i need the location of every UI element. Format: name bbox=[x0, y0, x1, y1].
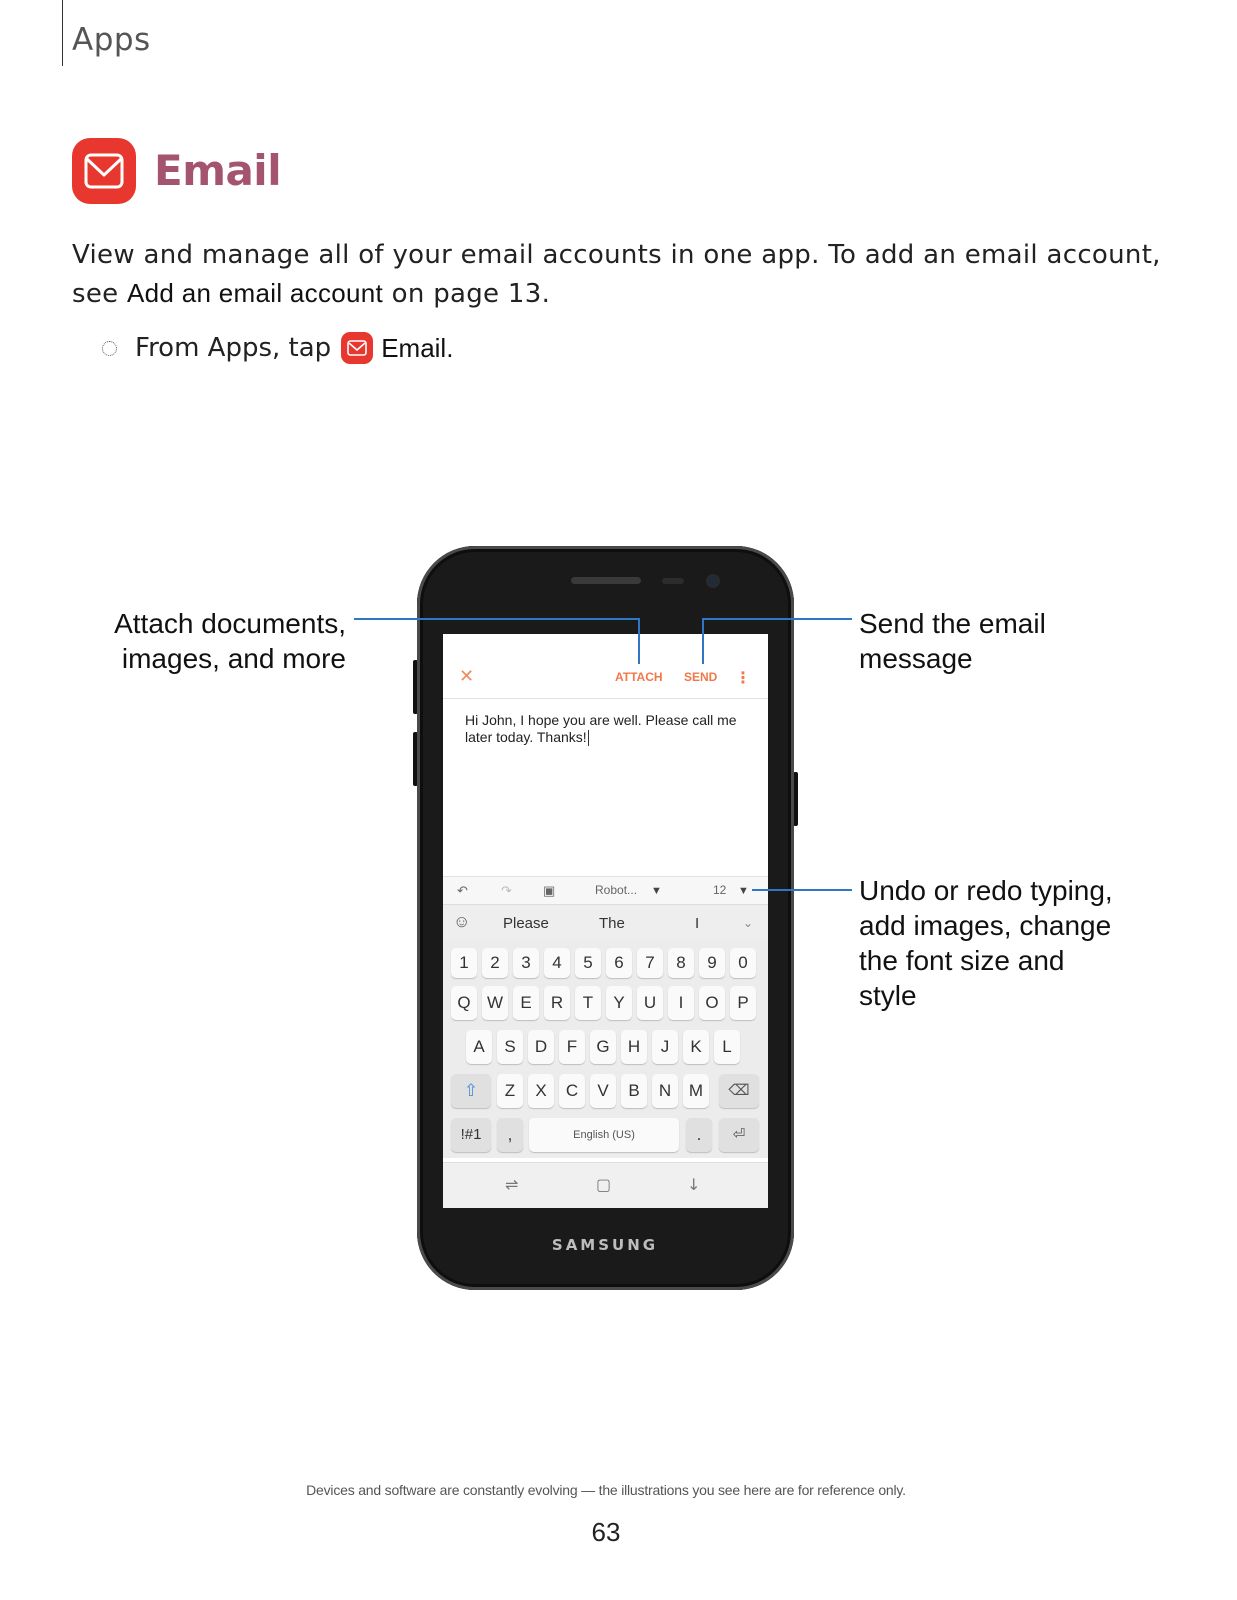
add-image-icon[interactable]: ▣ bbox=[543, 883, 556, 898]
space-key[interactable]: English (US) bbox=[529, 1118, 679, 1152]
callout-line-attach bbox=[354, 618, 639, 620]
key-7[interactable]: 7 bbox=[637, 948, 663, 978]
key-5[interactable]: 5 bbox=[575, 948, 601, 978]
key-l[interactable]: L bbox=[714, 1030, 740, 1064]
font-dropdown-icon[interactable]: ▼ bbox=[651, 885, 662, 897]
earpiece-speaker bbox=[571, 577, 641, 584]
text-cursor bbox=[588, 730, 589, 746]
email-icon bbox=[341, 332, 373, 364]
symbols-key[interactable]: !#1 bbox=[451, 1118, 491, 1152]
key-d[interactable]: D bbox=[528, 1030, 554, 1064]
callout-line-attach-drop bbox=[638, 618, 640, 664]
phone-screen bbox=[443, 634, 768, 1208]
key-w[interactable]: W bbox=[482, 986, 508, 1020]
key-h[interactable]: H bbox=[621, 1030, 647, 1064]
chevron-down-icon[interactable]: ⌄ bbox=[743, 916, 754, 930]
step-prefix: From Apps, tap bbox=[135, 333, 332, 363]
redo-icon[interactable]: ↷ bbox=[501, 883, 512, 898]
enter-key-icon[interactable]: ⏎ bbox=[719, 1118, 759, 1152]
backspace-icon[interactable]: ⌫ bbox=[719, 1074, 759, 1108]
emoji-icon[interactable]: ☺ bbox=[453, 912, 471, 931]
footer-disclaimer: Devices and software are constantly evolving — the illustrations you see here are for reference only. bbox=[306, 1482, 906, 1498]
suggestion-item[interactable]: The bbox=[599, 915, 625, 932]
page-title: Email bbox=[154, 146, 282, 195]
message-text: Hi John, I hope you are well. Please call me later today. Thanks! bbox=[465, 712, 737, 745]
key-e[interactable]: E bbox=[513, 986, 539, 1020]
home-icon[interactable]: ▢ bbox=[596, 1175, 612, 1194]
key-0[interactable]: 0 bbox=[730, 948, 756, 978]
recent-apps-icon[interactable]: ⇌ bbox=[505, 1175, 519, 1194]
send-button[interactable]: SEND bbox=[684, 670, 718, 684]
callout-attach-line: images, and more bbox=[121, 643, 346, 674]
more-options-icon[interactable]: ⋮ bbox=[735, 668, 751, 687]
suggestion-item[interactable]: I bbox=[695, 915, 700, 932]
key-i[interactable]: I bbox=[668, 986, 694, 1020]
key-o[interactable]: O bbox=[699, 986, 725, 1020]
key-9[interactable]: 9 bbox=[699, 948, 725, 978]
step-target: Email. bbox=[381, 332, 454, 363]
key-b[interactable]: B bbox=[621, 1074, 647, 1108]
intro-paragraph bbox=[72, 236, 1172, 313]
key-2[interactable]: 2 bbox=[482, 948, 508, 978]
callout-toolbar-line: add images, change bbox=[859, 910, 1112, 941]
callout-send bbox=[859, 606, 1159, 676]
key-3[interactable]: 3 bbox=[513, 948, 539, 978]
key-4[interactable]: 4 bbox=[544, 948, 570, 978]
key-v[interactable]: V bbox=[590, 1074, 616, 1108]
proximity-sensor bbox=[662, 578, 684, 584]
step-bullet-icon bbox=[102, 341, 117, 356]
comma-key[interactable]: , bbox=[497, 1118, 523, 1152]
key-u[interactable]: U bbox=[637, 986, 663, 1020]
section-header: Apps bbox=[72, 22, 151, 58]
back-down-icon[interactable]: ↓ bbox=[687, 1175, 701, 1194]
key-y[interactable]: Y bbox=[606, 986, 632, 1020]
key-p[interactable]: P bbox=[730, 986, 756, 1020]
callout-send-line: message bbox=[859, 643, 973, 674]
key-j[interactable]: J bbox=[652, 1030, 678, 1064]
add-email-account-link[interactable]: Add an email account bbox=[127, 278, 384, 308]
intro-text-after: on page 13. bbox=[391, 279, 551, 309]
shift-key-icon[interactable]: ⇧ bbox=[451, 1074, 491, 1108]
keyboard bbox=[443, 940, 768, 1158]
callout-attach-line: Attach documents, bbox=[114, 608, 346, 639]
callout-line-toolbar bbox=[752, 889, 852, 891]
key-m[interactable]: M bbox=[683, 1074, 709, 1108]
key-8[interactable]: 8 bbox=[668, 948, 694, 978]
key-r[interactable]: R bbox=[544, 986, 570, 1020]
callout-line-send-drop bbox=[702, 618, 704, 664]
nav-bar bbox=[443, 1162, 768, 1208]
suggestion-item[interactable]: Please bbox=[503, 915, 549, 932]
email-icon bbox=[72, 138, 136, 204]
key-f[interactable]: F bbox=[559, 1030, 585, 1064]
key-g[interactable]: G bbox=[590, 1030, 616, 1064]
callout-line-send bbox=[702, 618, 852, 620]
suggestion-bar bbox=[443, 904, 768, 941]
undo-icon[interactable]: ↶ bbox=[457, 883, 468, 898]
key-s[interactable]: S bbox=[497, 1030, 523, 1064]
attach-button[interactable]: ATTACH bbox=[615, 670, 663, 684]
callout-attach bbox=[90, 606, 346, 676]
key-a[interactable]: A bbox=[466, 1030, 492, 1064]
key-n[interactable]: N bbox=[652, 1074, 678, 1108]
callout-send-line: Send the email bbox=[859, 608, 1046, 639]
key-6[interactable]: 6 bbox=[606, 948, 632, 978]
font-selector[interactable]: Robot... bbox=[595, 883, 638, 897]
front-camera-icon bbox=[708, 576, 718, 586]
key-q[interactable]: Q bbox=[451, 986, 477, 1020]
phone-brand-logo: SAMSUNG bbox=[551, 1236, 659, 1254]
formatting-toolbar bbox=[443, 876, 768, 905]
compose-appbar bbox=[443, 634, 768, 699]
key-t[interactable]: T bbox=[575, 986, 601, 1020]
close-icon[interactable]: ✕ bbox=[459, 666, 475, 687]
key-k[interactable]: K bbox=[683, 1030, 709, 1064]
key-z[interactable]: Z bbox=[497, 1074, 523, 1108]
intro-text: View and manage all of your email accounts in one app. To add an email account, see bbox=[72, 240, 1161, 309]
header-divider bbox=[62, 0, 63, 66]
key-x[interactable]: X bbox=[528, 1074, 554, 1108]
callout-toolbar bbox=[859, 873, 1179, 1013]
page-number: 63 bbox=[591, 1517, 621, 1547]
key-1[interactable]: 1 bbox=[451, 948, 477, 978]
key-c[interactable]: C bbox=[559, 1074, 585, 1108]
callout-toolbar-line: style bbox=[859, 980, 917, 1011]
period-key[interactable]: . bbox=[686, 1118, 712, 1152]
instruction-step bbox=[102, 332, 453, 364]
callout-toolbar-line: the font size and bbox=[859, 945, 1065, 976]
callout-toolbar-line: Undo or redo typing, bbox=[859, 875, 1113, 906]
font-size-selector[interactable]: 12 bbox=[713, 883, 727, 897]
message-body[interactable] bbox=[465, 712, 755, 746]
font-size-dropdown-icon[interactable]: ▼ bbox=[738, 885, 749, 897]
